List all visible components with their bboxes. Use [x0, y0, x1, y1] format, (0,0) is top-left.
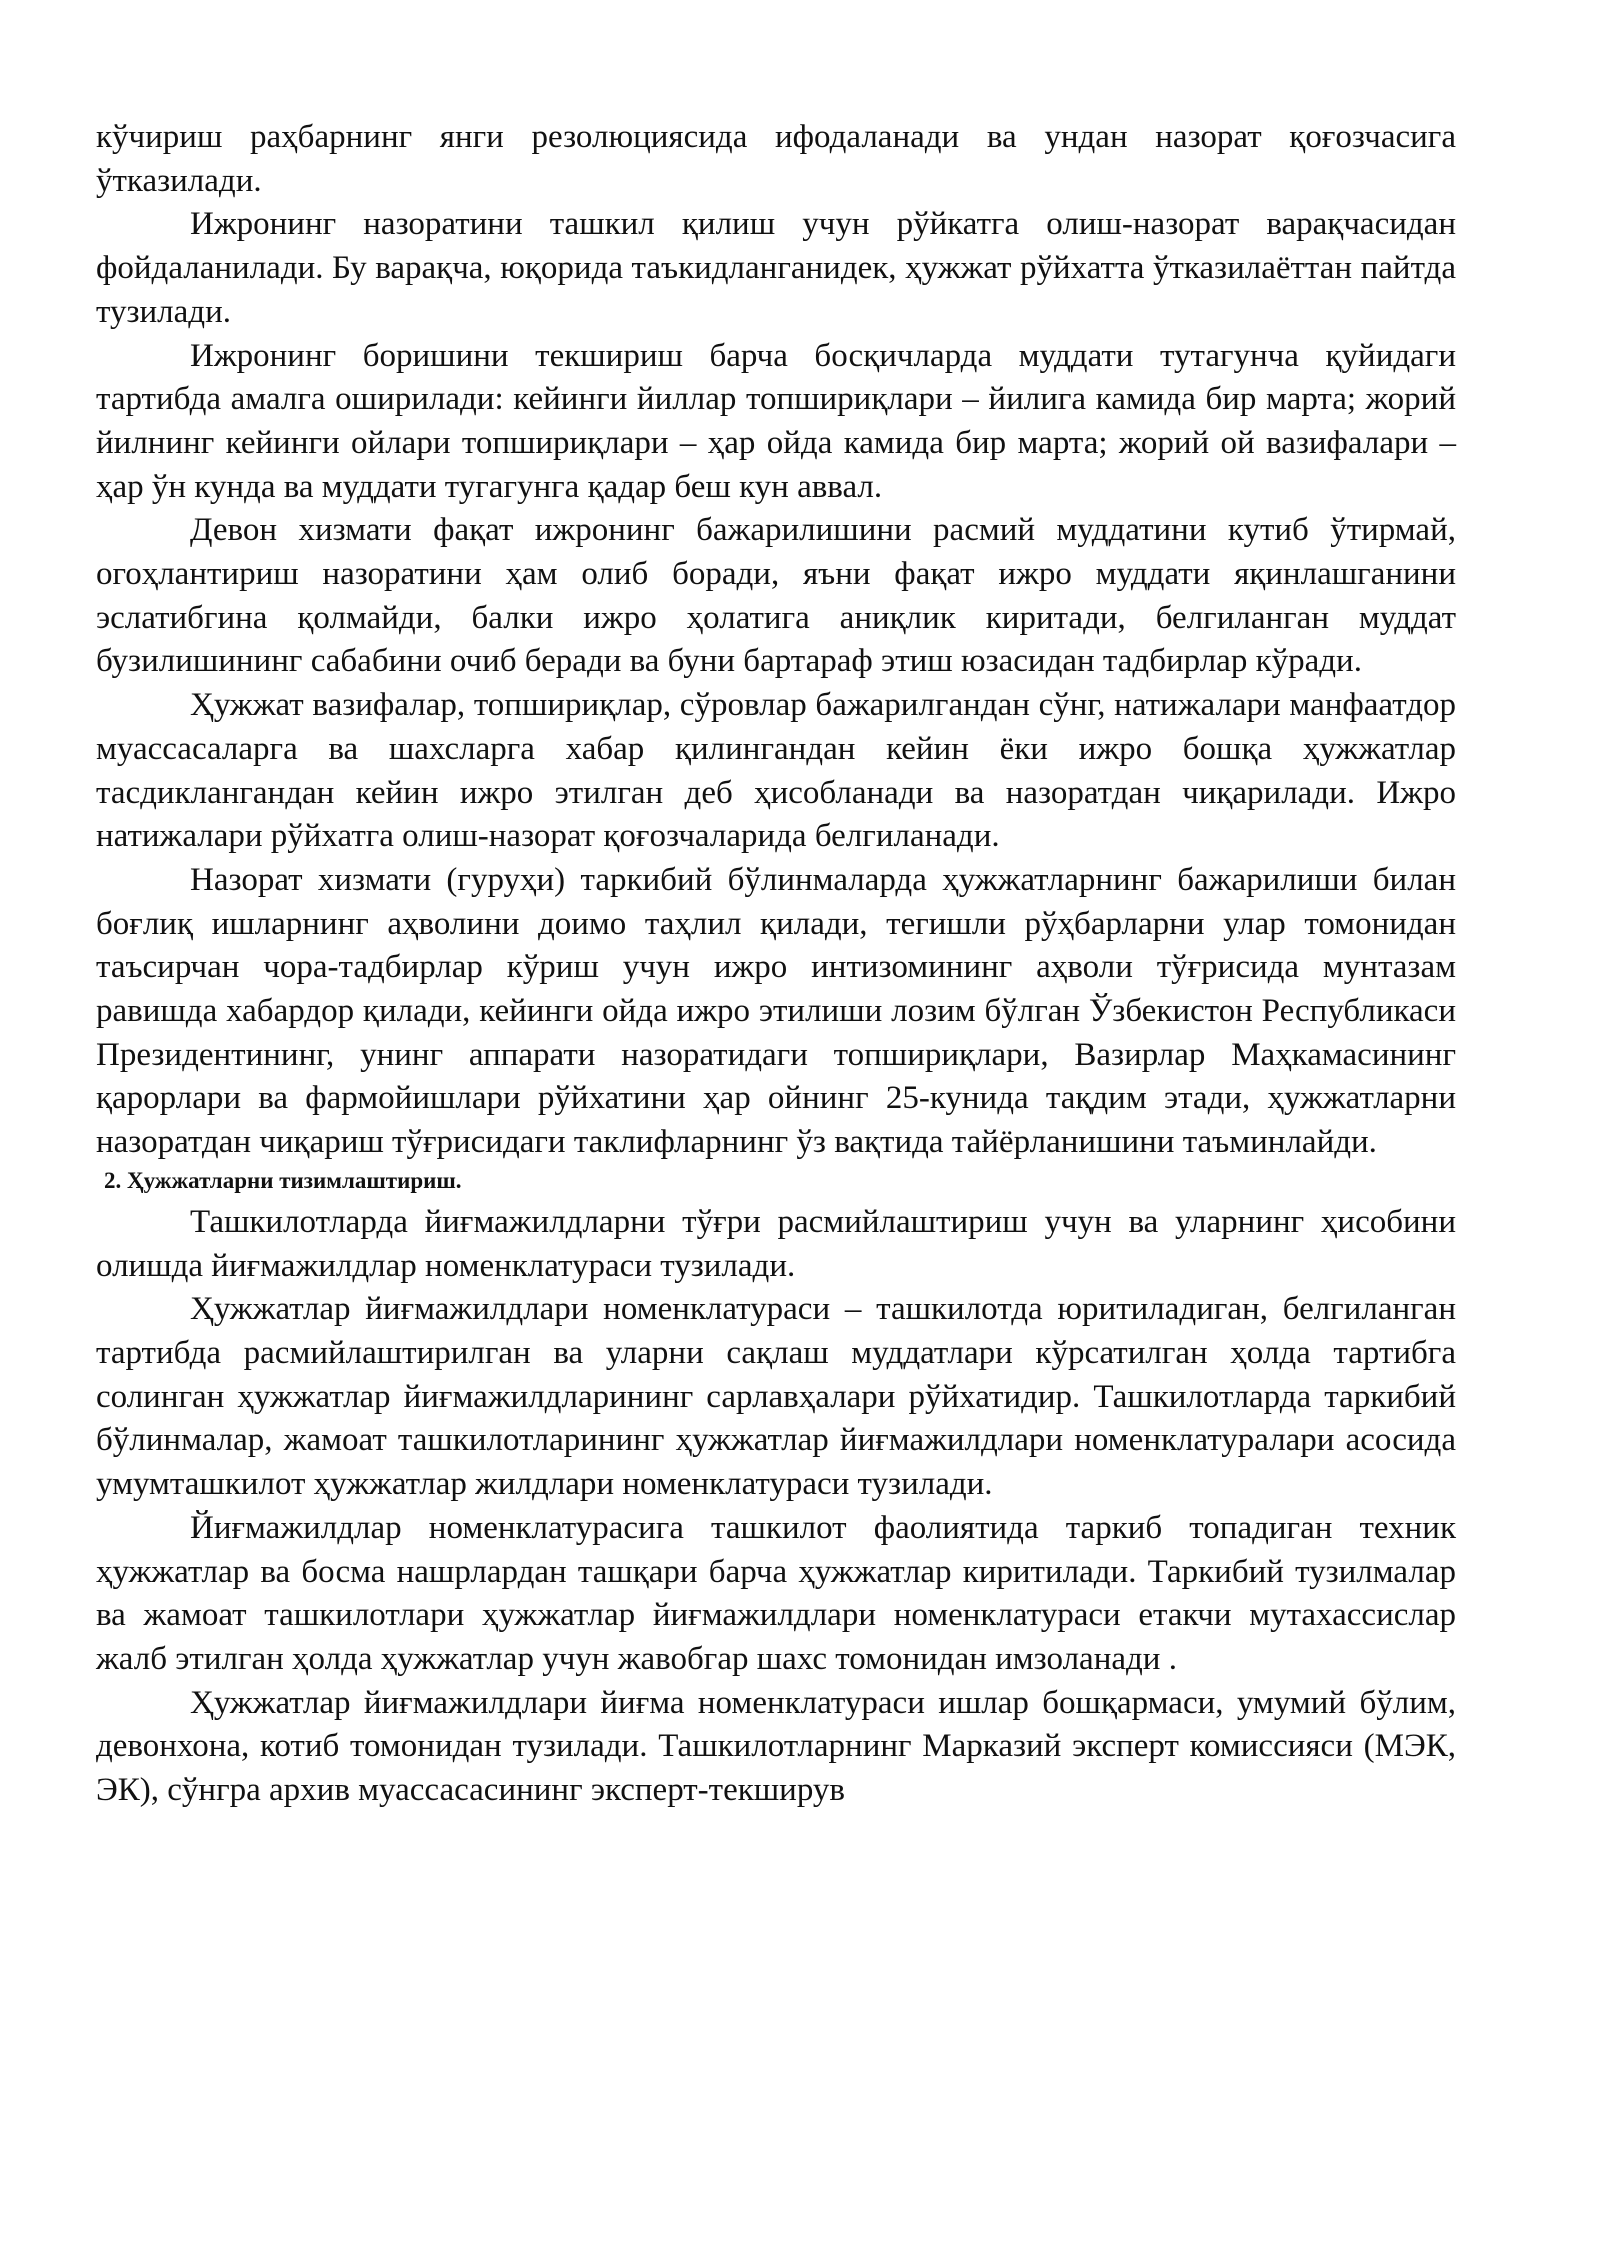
section-heading: 2. Ҳужжатларни тизимлаштириш.: [104, 1167, 462, 1193]
paragraph-7: Ташкилотларда йиғмажилдларни тўғри расмийлаштириш учун ва уларнинг ҳисобини олишда йиғмажилдлар номенклатураси тузилади.: [96, 1203, 1456, 1284]
paragraph-1: кўчириш раҳбарнинг янги резолюциясида ифодаланади ва ундан назорат қоғозчасига ўтказилади.: [96, 119, 1456, 199]
paragraph-4: Девон хизмати фақат ижронинг бажарилишини расмий муддатини кутиб ўтирмай, огоҳлантириш назоратини ҳам олиб боради, яъни фақат ижро муддати яқинлашганини эслатибгина қолмайди, балки ижро ҳолатига аниқлик киритади, белгиланган муддат бузилишининг сабабини очиб беради ва буни бартараф этиш юзасидан тадбирлар кўради.: [96, 512, 1456, 680]
paragraph-6: Назорат хизмати (гуруҳи) таркибий бўлинмаларда ҳужжатларнинг бажарилиши билан боғлиқ ишларнинг аҳволини доимо таҳлил қилади, тегишли рўҳбарларни улар томонидан таъсирчан чора-тадбирлар кўриш учун ижро интизомининг аҳволи тўғрисида мунтазам равишда хабардор қилади, кейинги ойда ижро этилиши лозим бўлган Ўзбекистон Республикаси Президентининг, унинг аппарати назоратидаги топшириқлари, Вазирлар Маҳкамасининг қарорлари ва фармойишлари рўйхатини ҳар ойнинг 25-кунида тақдим этади, ҳужжатларни назоратдан чиқариш тўғрисидаги таклифларнинг ўз вақтида тайёрланишини таъминлайди.: [96, 861, 1456, 1161]
paragraph-3: Ижронинг боришини текшириш барча босқичларда муддати тутагунча қуйидаги тартибда амалга оширилади: кейинги йиллар топшириқлари – йилига камида бир марта; жорий йилнинг кейинги ойлари топшириқлари – ҳар ойда камида бир марта; жорий ой вазифалари – ҳар ўн кунда ва муддати тугагунга қадар беш кун аввал.: [96, 337, 1456, 505]
paragraph-2: Ижронинг назоратини ташкил қилиш учун рўйкатга олиш-назорат варақчасидан фойдаланилади. Бу варақча, юқорида таъкидланганидек, ҳужжат рўйхатта ўтказилаёттан пайтда тузилади.: [96, 206, 1456, 330]
paragraph-8: Ҳужжатлар йиғмажилдлари номенклатураси – ташкилотда юритиладиган, белгиланган тартибда расмийлаштирилган ва уларни сақлаш муддатлари кўрсатилган ҳолда тартибга солинган ҳужжатлар йиғмажилдларининг сарлавҳалари рўйхатидир. Ташкилотларда таркибий бўлинмалар, жамоат ташкилотларининг ҳужжатлар йиғмажилдлари номенклатуралари асосида умумташкилот ҳужжатлар жилдлари номенклатураси тузилади.: [96, 1291, 1456, 1503]
paragraph-5: Ҳужжат вазифалар, топшириқлар, сўровлар бажарилгандан сўнг, натижалари манфаатдор муассасаларга ва шахсларга хабар қилингандан кейин ёки ижро бошқа ҳужжатлар тасдиклангандан кейин ижро этилган деб ҳисобланади ва назоратдан чиқарилади. Ижро натижалари рўйхатга олиш-назорат қоғозчаларида белгиланади.: [96, 687, 1456, 855]
paragraph-10: Ҳужжатлар йиғмажилдлари йиғма номенклатураси ишлар бошқармаси, умумий бўлим, девонхона, котиб томонидан тузилади. Ташкилотларнинг Марказий эксперт комиссияси (МЭК, ЭК), сўнгра архив муассасасининг эксперт-текширув: [96, 1684, 1456, 1809]
document-page: [96, 116, 1456, 1813]
paragraph-9: Йиғмажилдлар номенклатурасига ташкилот фаолиятида таркиб топадиган техник ҳужжатлар ва босма нашрлардан ташқари барча ҳужжатлар киритилади. Таркибий тузилмалар ва жамоат ташкилотлари ҳужжатлар йиғмажилдлари номенклатураси етакчи мутахассислар жалб этилган ҳолда ҳужжатлар учун жавобгар шахс томонидан имзоланади .: [96, 1509, 1456, 1677]
